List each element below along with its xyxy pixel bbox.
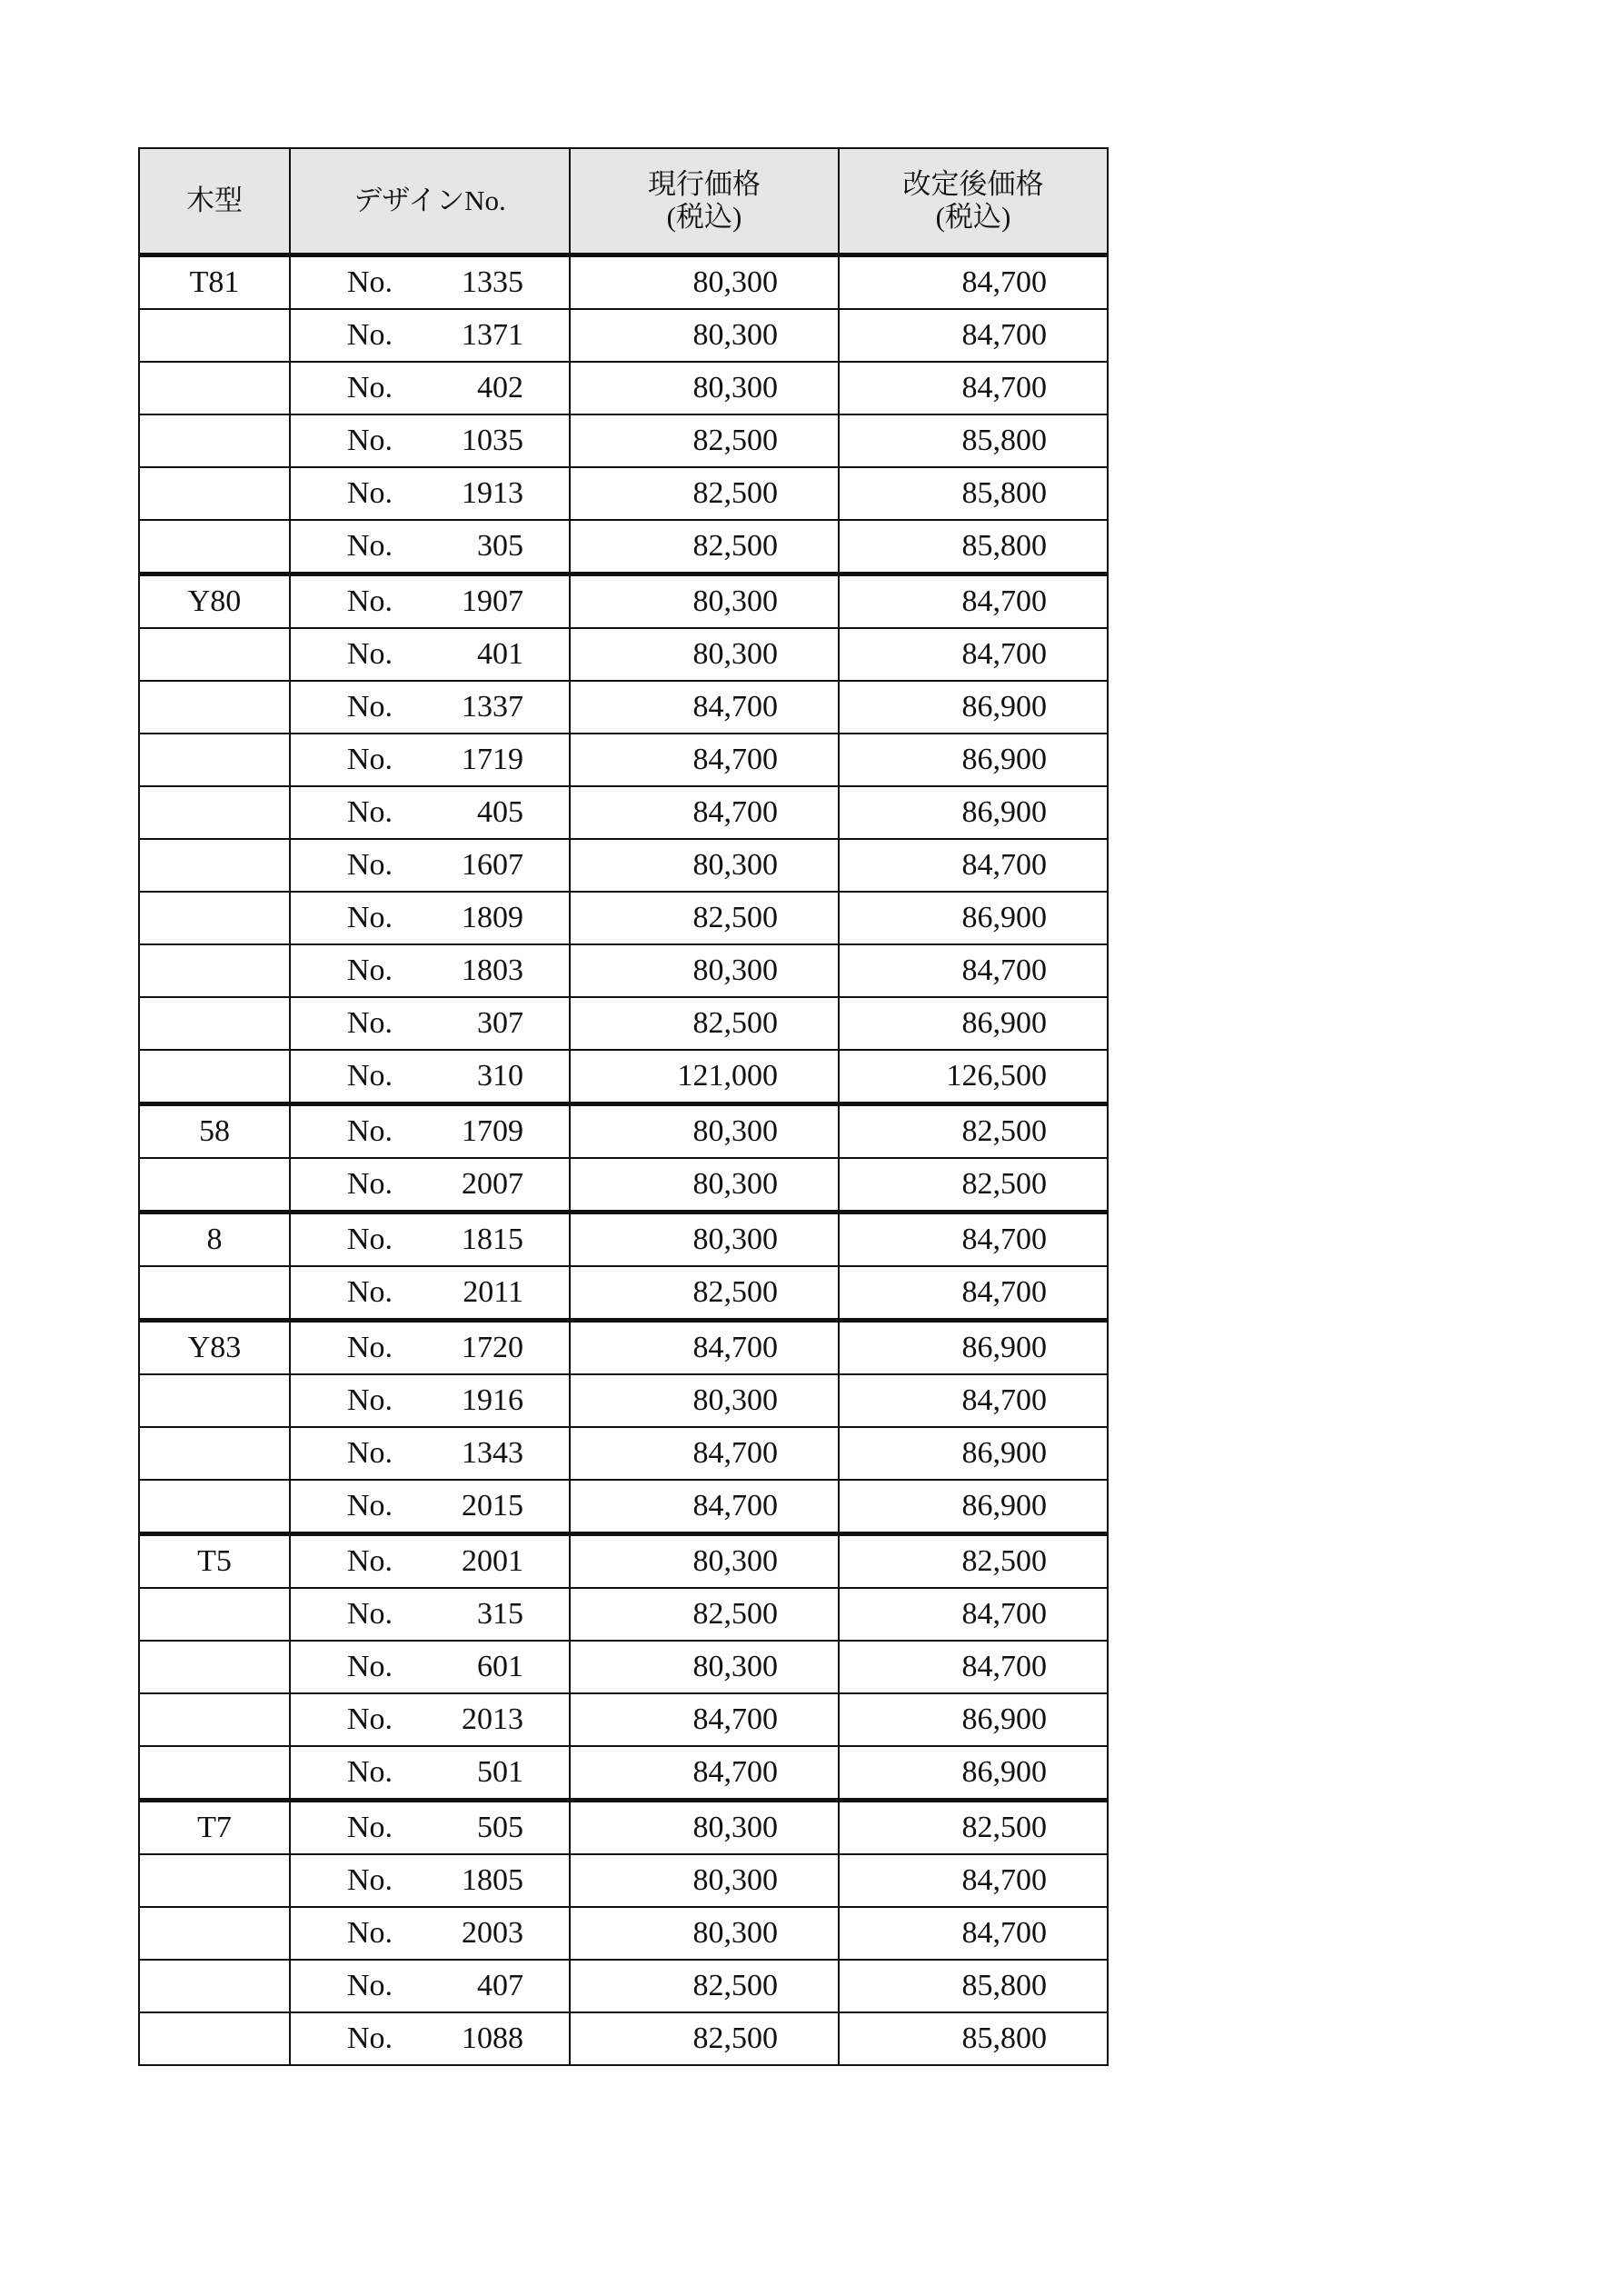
design-no-prefix: No. — [347, 1755, 393, 1789]
current-price-cell: 80,300 — [570, 1374, 839, 1427]
wood-type-cell — [139, 1960, 290, 2012]
header-revised-price — [839, 148, 1108, 255]
wood-type-cell — [139, 520, 290, 574]
revised-price-cell: 84,700 — [839, 1266, 1108, 1321]
revised-price-cell: 86,900 — [839, 892, 1108, 944]
design-no-value: 2007 — [462, 1167, 523, 1201]
table-row — [139, 1104, 1108, 1159]
wood-type-cell — [139, 362, 290, 414]
design-no-value: 305 — [477, 529, 523, 563]
price-table — [138, 147, 1109, 2066]
design-no-value: 1913 — [462, 476, 523, 510]
design-no-value: 2015 — [462, 1489, 523, 1522]
design-no-value: 2001 — [462, 1544, 523, 1578]
current-price-cell: 80,300 — [570, 1534, 839, 1589]
current-price-cell: 82,500 — [570, 1588, 839, 1641]
design-no-prefix: No. — [347, 1702, 393, 1736]
design-no-value: 601 — [477, 1650, 523, 1683]
table-row — [139, 1480, 1108, 1534]
current-price-cell: 80,300 — [570, 1801, 839, 1855]
current-price-cell: 84,700 — [570, 734, 839, 786]
wood-type-cell — [139, 1588, 290, 1641]
table-row — [139, 1801, 1108, 1855]
design-no-cell — [290, 1534, 570, 1589]
wood-type-cell — [139, 1746, 290, 1801]
table-row — [139, 309, 1108, 362]
design-no-cell — [290, 1588, 570, 1641]
table-row — [139, 1588, 1108, 1641]
header-design-no: デザインNo. — [290, 148, 570, 255]
revised-price-cell: 85,800 — [839, 467, 1108, 520]
design-no-prefix: No. — [347, 584, 393, 618]
table-row — [139, 574, 1108, 629]
design-no-value: 2003 — [462, 1916, 523, 1950]
revised-price-cell: 84,700 — [839, 1907, 1108, 1960]
current-price-cell: 84,700 — [570, 1480, 839, 1534]
wood-type-cell: Y83 — [139, 1321, 290, 1375]
design-no-cell — [290, 944, 570, 997]
wood-type-cell — [139, 467, 290, 520]
design-no-cell — [290, 1427, 570, 1480]
design-no-cell — [290, 1693, 570, 1746]
revised-price-cell: 84,700 — [839, 839, 1108, 892]
design-no-prefix: No. — [347, 1059, 393, 1093]
header-current-price-line1: 現行価格 — [648, 168, 761, 200]
current-price-cell: 82,500 — [570, 520, 839, 574]
table-row — [139, 1213, 1108, 1267]
header-current-price — [570, 148, 839, 255]
wood-type-cell — [139, 1050, 290, 1104]
wood-type-cell — [139, 628, 290, 681]
wood-type-cell — [139, 1266, 290, 1321]
wood-type-cell — [139, 1480, 290, 1534]
design-no-prefix: No. — [347, 1167, 393, 1201]
current-price-cell: 121,000 — [570, 1050, 839, 1104]
wood-type-cell — [139, 997, 290, 1050]
wood-type-cell — [139, 1641, 290, 1693]
design-no-value: 405 — [477, 795, 523, 829]
design-no-value: 1720 — [462, 1331, 523, 1364]
current-price-cell: 82,500 — [570, 1960, 839, 2012]
current-price-cell: 80,300 — [570, 1641, 839, 1693]
design-no-cell — [290, 1907, 570, 1960]
design-no-cell — [290, 1050, 570, 1104]
wood-type-cell — [139, 1158, 290, 1213]
revised-price-cell: 84,700 — [839, 255, 1108, 310]
design-no-cell — [290, 681, 570, 734]
design-no-prefix: No. — [347, 1006, 393, 1040]
table-row — [139, 362, 1108, 414]
design-no-value: 1343 — [462, 1436, 523, 1470]
wood-type-cell — [139, 2012, 290, 2065]
table-row — [139, 734, 1108, 786]
design-no-value: 1088 — [462, 2021, 523, 2055]
revised-price-cell: 82,500 — [839, 1158, 1108, 1213]
wood-type-cell — [139, 681, 290, 734]
design-no-cell — [290, 1374, 570, 1427]
wood-type-cell: T7 — [139, 1801, 290, 1855]
design-no-prefix: No. — [347, 424, 393, 457]
table-row — [139, 944, 1108, 997]
current-price-cell: 80,300 — [570, 574, 839, 629]
table-row — [139, 1321, 1108, 1375]
table-row — [139, 1374, 1108, 1427]
design-no-prefix: No. — [347, 1650, 393, 1683]
revised-price-cell: 84,700 — [839, 1641, 1108, 1693]
revised-price-cell: 85,800 — [839, 414, 1108, 467]
table-row — [139, 1050, 1108, 1104]
table-row — [139, 467, 1108, 520]
table-body — [139, 255, 1108, 2066]
design-no-value: 1916 — [462, 1383, 523, 1417]
table-row — [139, 892, 1108, 944]
design-no-value: 501 — [477, 1755, 523, 1789]
design-no-prefix: No. — [347, 1489, 393, 1522]
design-no-prefix: No. — [347, 1863, 393, 1897]
revised-price-cell: 82,500 — [839, 1801, 1108, 1855]
revised-price-cell: 86,900 — [839, 681, 1108, 734]
current-price-cell: 82,500 — [570, 467, 839, 520]
wood-type-cell: 58 — [139, 1104, 290, 1159]
table-row — [139, 1641, 1108, 1693]
design-no-prefix: No. — [347, 901, 393, 934]
design-no-value: 1719 — [462, 743, 523, 776]
table-row — [139, 1158, 1108, 1213]
design-no-value: 1805 — [462, 1863, 523, 1897]
revised-price-cell: 86,900 — [839, 1480, 1108, 1534]
design-no-value: 1337 — [462, 690, 523, 724]
wood-type-cell: 8 — [139, 1213, 290, 1267]
design-no-prefix: No. — [347, 1916, 393, 1950]
design-no-prefix: No. — [347, 1275, 393, 1309]
revised-price-cell: 126,500 — [839, 1050, 1108, 1104]
current-price-cell: 80,300 — [570, 309, 839, 362]
design-no-value: 1335 — [462, 265, 523, 299]
current-price-cell: 80,300 — [570, 1907, 839, 1960]
current-price-cell: 80,300 — [570, 1158, 839, 1213]
table-row — [139, 1534, 1108, 1589]
wood-type-cell — [139, 1907, 290, 1960]
design-no-cell — [290, 1321, 570, 1375]
design-no-prefix: No. — [347, 1436, 393, 1470]
design-no-cell — [290, 309, 570, 362]
revised-price-cell: 84,700 — [839, 309, 1108, 362]
current-price-cell: 80,300 — [570, 255, 839, 310]
design-no-cell — [290, 786, 570, 839]
revised-price-cell: 84,700 — [839, 1854, 1108, 1907]
design-no-prefix: No. — [347, 1223, 393, 1256]
design-no-value: 505 — [477, 1811, 523, 1844]
wood-type-cell — [139, 414, 290, 467]
design-no-prefix: No. — [347, 2021, 393, 2055]
design-no-value: 310 — [477, 1059, 523, 1093]
wood-type-cell — [139, 309, 290, 362]
revised-price-cell: 86,900 — [839, 1693, 1108, 1746]
design-no-cell — [290, 892, 570, 944]
current-price-cell: 84,700 — [570, 1427, 839, 1480]
revised-price-cell: 86,900 — [839, 734, 1108, 786]
revised-price-cell: 85,800 — [839, 1960, 1108, 2012]
wood-type-cell: T81 — [139, 255, 290, 310]
revised-price-cell: 84,700 — [839, 1374, 1108, 1427]
design-no-cell — [290, 1801, 570, 1855]
table-row — [139, 414, 1108, 467]
wood-type-cell — [139, 1427, 290, 1480]
revised-price-cell: 86,900 — [839, 1746, 1108, 1801]
design-no-cell — [290, 839, 570, 892]
design-no-cell — [290, 2012, 570, 2065]
design-no-value: 1371 — [462, 318, 523, 352]
table-row — [139, 1746, 1108, 1801]
current-price-cell: 82,500 — [570, 414, 839, 467]
design-no-value: 1907 — [462, 584, 523, 618]
design-no-prefix: No. — [347, 371, 393, 404]
design-no-prefix: No. — [347, 637, 393, 671]
current-price-cell: 80,300 — [570, 1213, 839, 1267]
table-row — [139, 1960, 1108, 2012]
wood-type-cell — [139, 944, 290, 997]
design-no-cell — [290, 255, 570, 310]
table-row — [139, 520, 1108, 574]
design-no-prefix: No. — [347, 1544, 393, 1578]
design-no-cell — [290, 1854, 570, 1907]
revised-price-cell: 86,900 — [839, 1427, 1108, 1480]
design-no-value: 315 — [477, 1597, 523, 1631]
table-header — [139, 148, 1108, 255]
current-price-cell: 84,700 — [570, 1746, 839, 1801]
current-price-cell: 82,500 — [570, 1266, 839, 1321]
design-no-cell — [290, 734, 570, 786]
design-no-value: 1035 — [462, 424, 523, 457]
design-no-value: 1803 — [462, 953, 523, 987]
design-no-value: 1709 — [462, 1114, 523, 1148]
design-no-prefix: No. — [347, 529, 393, 563]
table-row — [139, 786, 1108, 839]
design-no-cell — [290, 1746, 570, 1801]
design-no-prefix: No. — [347, 1597, 393, 1631]
table-row — [139, 997, 1108, 1050]
design-no-cell — [290, 1960, 570, 2012]
current-price-cell: 80,300 — [570, 944, 839, 997]
revised-price-cell: 86,900 — [839, 997, 1108, 1050]
design-no-value: 1809 — [462, 901, 523, 934]
wood-type-cell: T5 — [139, 1534, 290, 1589]
design-no-value: 1815 — [462, 1223, 523, 1256]
design-no-cell — [290, 1104, 570, 1159]
revised-price-cell: 84,700 — [839, 1213, 1108, 1267]
design-no-cell — [290, 362, 570, 414]
wood-type-cell — [139, 786, 290, 839]
header-wood-type: 木型 — [139, 148, 290, 255]
wood-type-cell — [139, 839, 290, 892]
revised-price-cell: 85,800 — [839, 2012, 1108, 2065]
table-row — [139, 1854, 1108, 1907]
table-row — [139, 681, 1108, 734]
table-row — [139, 839, 1108, 892]
design-no-prefix: No. — [347, 265, 393, 299]
design-no-prefix: No. — [347, 690, 393, 724]
current-price-cell: 84,700 — [570, 1321, 839, 1375]
wood-type-cell — [139, 1374, 290, 1427]
design-no-cell — [290, 1266, 570, 1321]
current-price-cell: 84,700 — [570, 1693, 839, 1746]
design-no-value: 401 — [477, 637, 523, 671]
design-no-cell — [290, 1213, 570, 1267]
design-no-cell — [290, 628, 570, 681]
table-row — [139, 1693, 1108, 1746]
design-no-cell — [290, 997, 570, 1050]
revised-price-cell: 85,800 — [839, 520, 1108, 574]
table-row — [139, 1266, 1108, 1321]
design-no-cell — [290, 1158, 570, 1213]
revised-price-cell: 84,700 — [839, 944, 1108, 997]
revised-price-cell: 86,900 — [839, 786, 1108, 839]
design-no-value: 2011 — [463, 1275, 523, 1309]
current-price-cell: 82,500 — [570, 2012, 839, 2065]
design-no-prefix: No. — [347, 1383, 393, 1417]
revised-price-cell: 84,700 — [839, 628, 1108, 681]
header-row — [139, 148, 1108, 255]
revised-price-cell: 84,700 — [839, 362, 1108, 414]
design-no-prefix: No. — [347, 953, 393, 987]
design-no-cell — [290, 1480, 570, 1534]
wood-type-cell: Y80 — [139, 574, 290, 629]
design-no-value: 307 — [477, 1006, 523, 1040]
header-revised-price-line2: (税込) — [935, 201, 1011, 233]
design-no-prefix: No. — [347, 318, 393, 352]
current-price-cell: 80,300 — [570, 1854, 839, 1907]
table-row — [139, 1427, 1108, 1480]
design-no-prefix: No. — [347, 743, 393, 776]
current-price-cell: 80,300 — [570, 1104, 839, 1159]
table-row — [139, 628, 1108, 681]
design-no-prefix: No. — [347, 1811, 393, 1844]
current-price-cell: 82,500 — [570, 892, 839, 944]
current-price-cell: 80,300 — [570, 628, 839, 681]
design-no-value: 402 — [477, 371, 523, 404]
current-price-cell: 82,500 — [570, 997, 839, 1050]
design-no-prefix: No. — [347, 795, 393, 829]
design-no-value: 1607 — [462, 848, 523, 882]
design-no-prefix: No. — [347, 1969, 393, 2002]
design-no-prefix: No. — [347, 1114, 393, 1148]
header-revised-price-line1: 改定後価格 — [902, 168, 1044, 200]
current-price-cell: 80,300 — [570, 839, 839, 892]
design-no-cell — [290, 574, 570, 629]
design-no-value: 407 — [477, 1969, 523, 2002]
table-row — [139, 255, 1108, 310]
design-no-cell — [290, 414, 570, 467]
revised-price-cell: 86,900 — [839, 1321, 1108, 1375]
wood-type-cell — [139, 1854, 290, 1907]
wood-type-cell — [139, 1693, 290, 1746]
design-no-prefix: No. — [347, 848, 393, 882]
current-price-cell: 80,300 — [570, 362, 839, 414]
revised-price-cell: 84,700 — [839, 574, 1108, 629]
design-no-cell — [290, 467, 570, 520]
revised-price-cell: 84,700 — [839, 1588, 1108, 1641]
table-row — [139, 2012, 1108, 2065]
wood-type-cell — [139, 892, 290, 944]
design-no-prefix: No. — [347, 1331, 393, 1364]
design-no-value: 2013 — [462, 1702, 523, 1736]
current-price-cell: 84,700 — [570, 681, 839, 734]
design-no-cell — [290, 1641, 570, 1693]
design-no-cell — [290, 520, 570, 574]
revised-price-cell: 82,500 — [839, 1534, 1108, 1589]
table-row — [139, 1907, 1108, 1960]
wood-type-cell — [139, 734, 290, 786]
header-current-price-line2: (税込) — [666, 201, 742, 233]
current-price-cell: 84,700 — [570, 786, 839, 839]
design-no-prefix: No. — [347, 476, 393, 510]
revised-price-cell: 82,500 — [839, 1104, 1108, 1159]
